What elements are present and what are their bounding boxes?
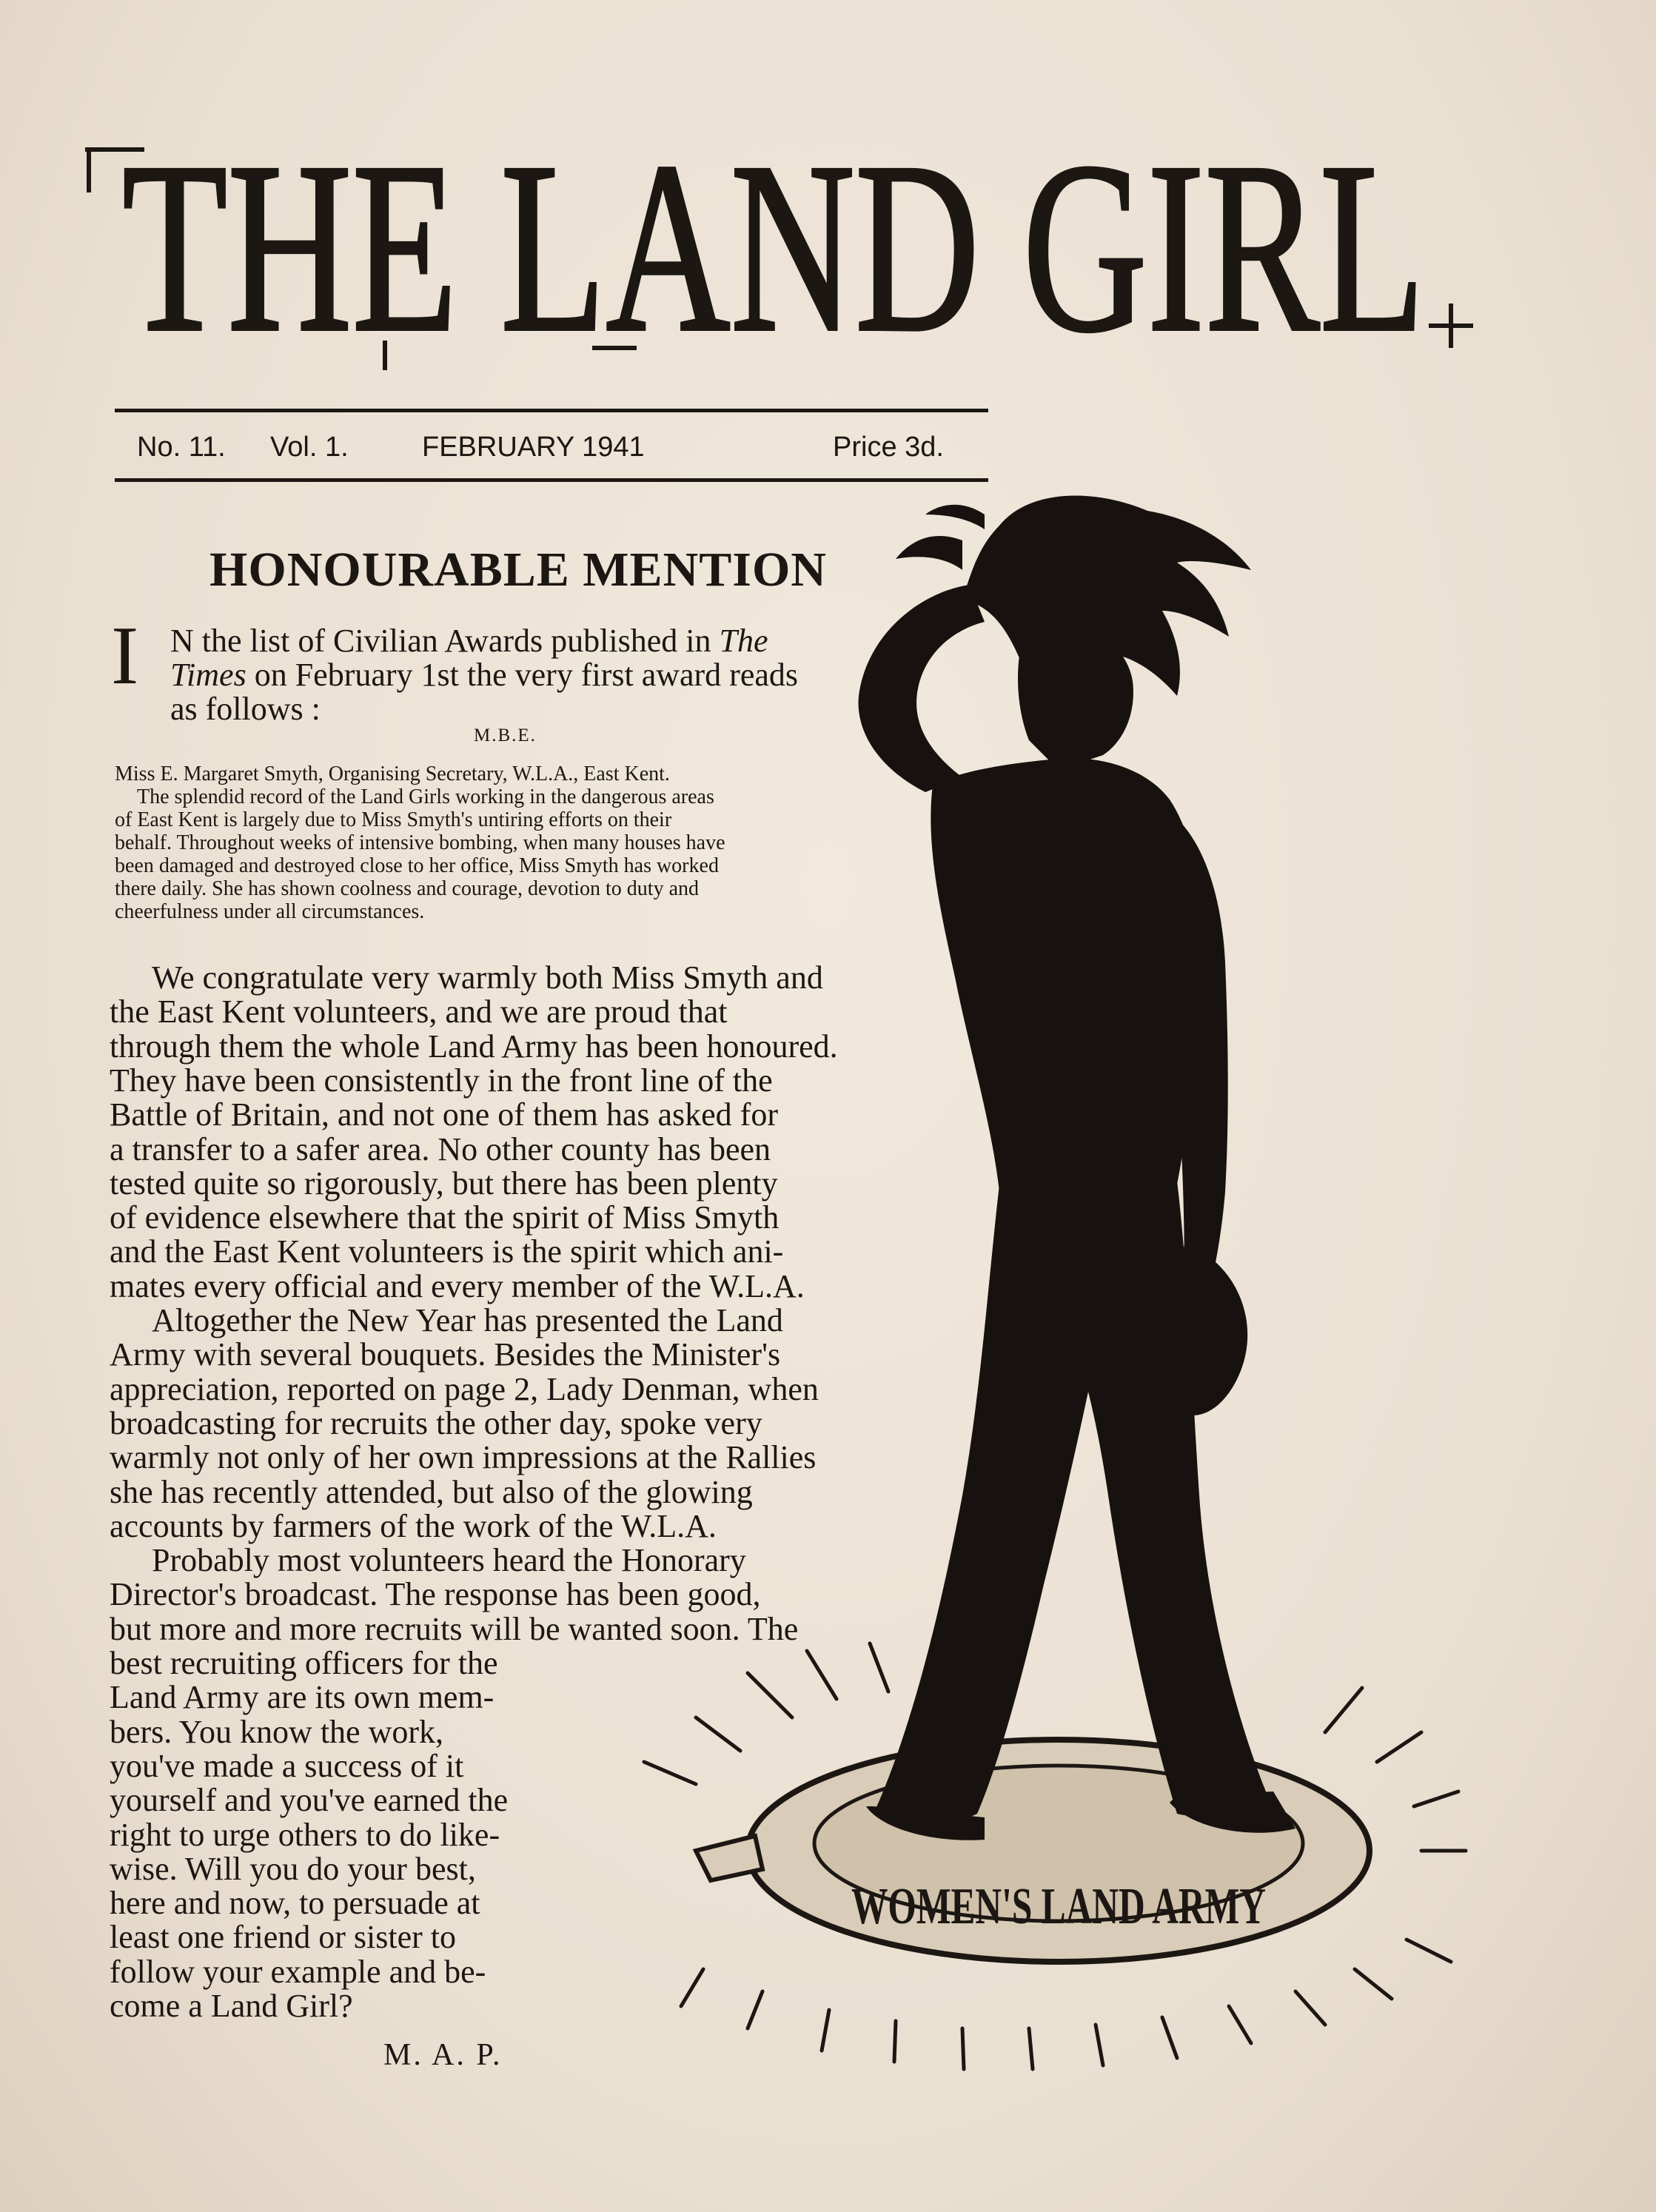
body-line: through them the whole Land Army has been honoured. [110, 1028, 838, 1065]
land-girl-silhouette-icon [614, 459, 1547, 2117]
body-line: but more and more recruits will be wanted soon. The [110, 1610, 799, 1647]
body-line: least one friend or sister to [110, 1919, 456, 1956]
body-line: Land Army are its own mem- [110, 1679, 495, 1716]
silhouette-figure [859, 496, 1295, 1840]
body-line: here and now, to persuade at [110, 1885, 480, 1922]
masthead-title-text: THE LAND GIRL [122, 113, 1425, 378]
citation-line: been damaged and destroyed close to her office, Miss Smyth has worked [115, 854, 719, 877]
body-line: tested quite so rigorously, but there has been plenty [110, 1164, 778, 1201]
body-line: a transfer to a safer area. No other county has been [110, 1130, 771, 1167]
body-line: We congratulate very warmly both Miss Smyth and [152, 959, 823, 996]
citation-line: The splendid record of the Land Girls working in the dangerous areas [137, 785, 714, 808]
citation-line: cheerfulness under all circumstances. [115, 900, 425, 923]
body-line: Altogether the New Year has presented the Land [152, 1302, 783, 1338]
issue-volume: Vol. 1. [270, 432, 349, 463]
issue-date: FEBRUARY 1941 [422, 432, 645, 463]
drop-cap: I [111, 610, 139, 702]
citation-line: behalf. Throughout weeks of intensive bombing, when many houses have [115, 831, 725, 854]
citation-line: Miss E. Margaret Smyth, Organising Secretary, W.L.A., East Kent. [115, 763, 670, 785]
signature: M. A. P. [383, 2038, 503, 2072]
body-line: and the East Kent volunteers is the spirit which ani- [110, 1233, 784, 1270]
body-line: broadcasting for recruits the other day, spoke very [110, 1404, 762, 1441]
intro-line-1: N the list of Civilian Awards published in The [170, 623, 768, 659]
body-line: right to urge others to do like- [110, 1816, 500, 1853]
issue-rule-top [115, 409, 988, 412]
article-headline: HONOURABLE MENTION [209, 543, 827, 597]
citation-line: there daily. She has shown coolness and courage, devotion to duty and [115, 877, 700, 900]
body-line: bers. You know the work, [110, 1713, 443, 1750]
body-line: best recruiting officers for the [110, 1645, 498, 1681]
body-line: the East Kent volunteers, and we are proud that [110, 993, 728, 1030]
badge-text: WOMEN'S LAND ARMY [851, 1878, 1266, 1935]
body-line: yourself and you've earned the [110, 1782, 509, 1819]
body-line: she has recently attended, but also of the glowing [110, 1473, 753, 1510]
body-line: Probably most volunteers heard the Honorary [152, 1542, 746, 1579]
award-title: M.B.E. [474, 725, 537, 745]
body-line: you've made a success of it [110, 1747, 464, 1784]
body-line: follow your example and be- [110, 1953, 486, 1990]
issue-price: Price 3d. [833, 432, 944, 463]
body-line: accounts by farmers of the work of the W.L.A. [110, 1507, 717, 1544]
body-line: wise. Will you do your best, [110, 1850, 476, 1887]
body-line: come a Land Girl? [110, 1988, 353, 2024]
body-line: appreciation, reported on page 2, Lady Denman, when [110, 1370, 819, 1407]
body-line: warmly not only of her own impressions at the Rallies [110, 1439, 817, 1476]
body-line: Director's broadcast. The response has been good, [110, 1576, 761, 1613]
body-line: mates every official and every member of the W.L.A. [110, 1267, 805, 1304]
body-line: Army with several bouquets. Besides the Minister's [110, 1336, 781, 1373]
issue-number: No. 11. [137, 432, 226, 463]
body-line: They have been consistently in the front line of the [110, 1062, 773, 1099]
intro-line-2: Times on February 1st the very first award reads [170, 657, 799, 693]
intro-line-3: as follows : [170, 691, 321, 727]
masthead-title [74, 104, 1473, 378]
citation-line: of East Kent is largely due to Miss Smyth's untiring efforts on their [115, 808, 672, 831]
body-line: Battle of Britain, and not one of them has asked for [110, 1096, 778, 1133]
body-line: of evidence elsewhere that the spirit of Miss Smyth [110, 1199, 780, 1236]
wla-badge [696, 1740, 1370, 1962]
